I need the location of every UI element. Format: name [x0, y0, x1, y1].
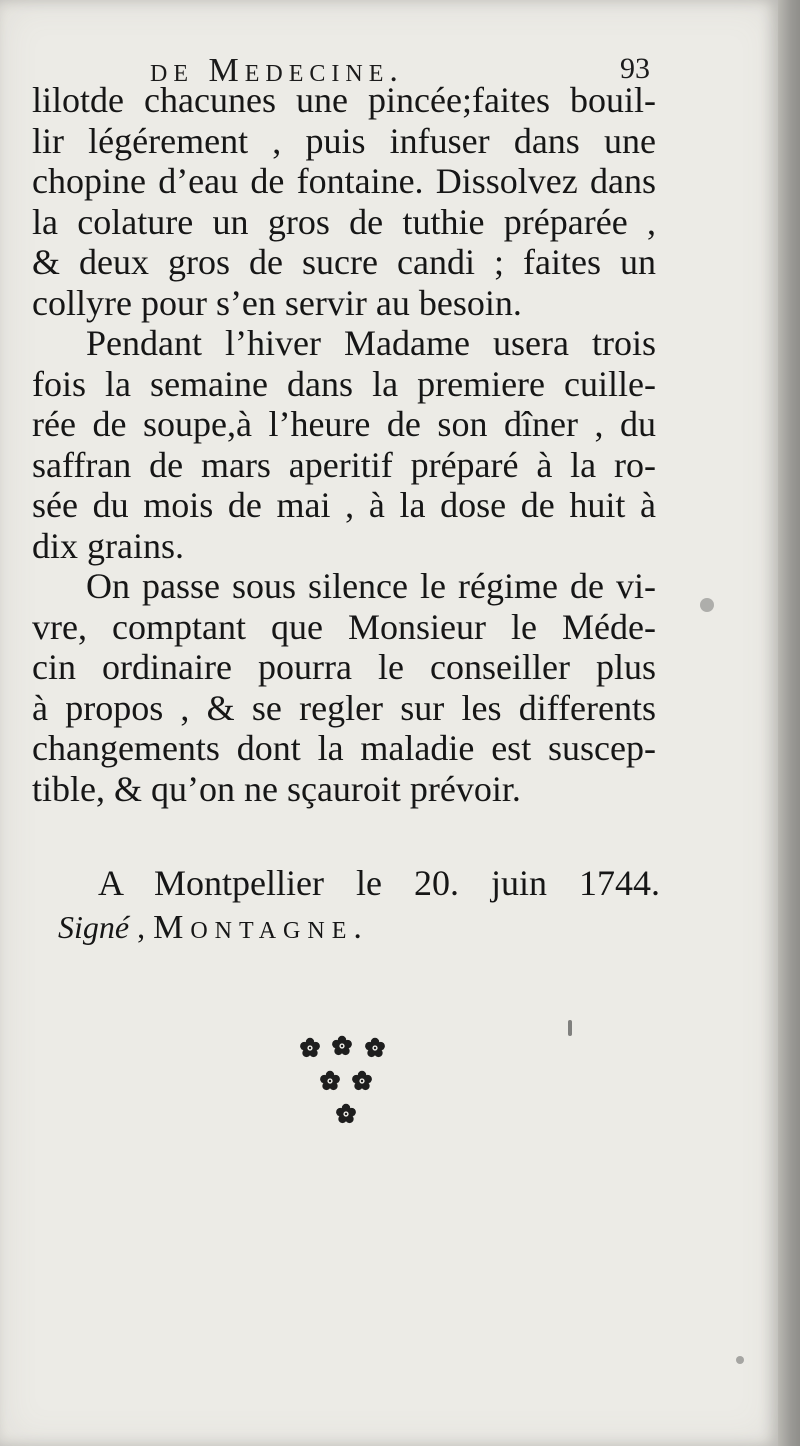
page-number: 93 [620, 52, 650, 85]
text-line: collyre pour s’en servir au besoin. [32, 282, 522, 323]
text-line: la colature un gros de tuthie préparée , [32, 201, 656, 242]
text-line: chopine d’eau de fontaine. Dissolvez dans [32, 161, 656, 201]
paper-speck [568, 1020, 572, 1036]
vine-leaf-cul-de-lampe-icon [290, 1026, 400, 1136]
page-edge [778, 0, 800, 1446]
dateline: A Montpellier le 20. juin 1744. [98, 863, 660, 903]
paper-speck [736, 1356, 744, 1364]
text-line: rée de soupe,à l’heure de son dîner , du [32, 404, 656, 444]
text-line: On passe sous silence le régime de vi- [86, 566, 656, 606]
text-line: saffran de mars aperitif préparé à la ro- [32, 444, 656, 485]
text-line: lir légérement , puis infuser dans une [32, 120, 656, 161]
running-title: de Medecine. [150, 52, 404, 89]
text-line: Pendant l’hiver Madame usera trois [86, 323, 656, 363]
text-line: changements dont la maladie est suscep- [32, 728, 656, 768]
text-line: tible, & qu’on ne sçauroit prévoir. [32, 768, 521, 809]
text-line: à propos , & se regler sur les differents [32, 687, 656, 728]
text-line: fois la semaine dans la premiere cuille- [32, 363, 656, 404]
body-text [32, 80, 656, 809]
text-line: vre, comptant que Monsieur le Méde- [32, 606, 656, 647]
text-line: cin ordinaire pourra le conseiller plus [32, 647, 656, 687]
paper-speck [700, 598, 714, 612]
text-line: sée du mois de mai , à la dose de huit à [32, 485, 656, 525]
text-line: & deux gros de sucre candi ; faites un [32, 242, 656, 282]
text-line: lilotde chacunes une pincée;faites bouil- [32, 80, 656, 120]
signature-line [58, 906, 369, 949]
signed-label: Signé [58, 909, 130, 945]
text-line: dix grains. [32, 525, 184, 566]
signer-name: Montagne. [153, 909, 369, 946]
signed-separator: , [129, 909, 154, 945]
